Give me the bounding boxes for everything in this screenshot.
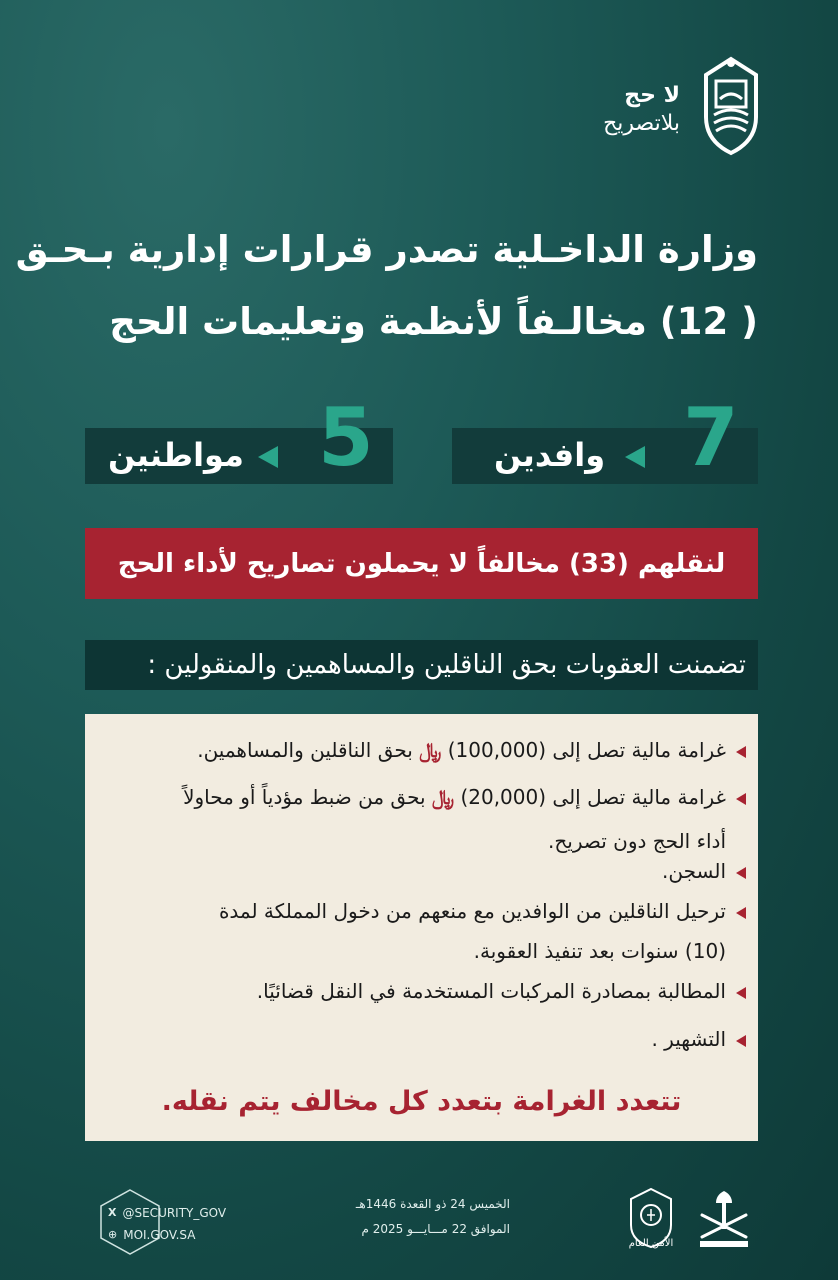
penalty-item-continuation: (10) سنوات بعد تنفيذ العقوبة. xyxy=(473,939,726,963)
campaign-slogan xyxy=(603,82,680,137)
riyal-icon: ﷼ xyxy=(419,738,442,762)
penalties-panel xyxy=(85,714,758,1141)
campaign-line-1: لا حج xyxy=(624,83,680,108)
headline-line-1: وزارة الداخـلية تصدر قرارات إدارية بـحـق xyxy=(15,228,758,271)
x-logo-icon: X xyxy=(108,1205,117,1219)
arrow-left-icon xyxy=(625,446,645,468)
violators-banner xyxy=(85,528,758,599)
saudi-emblem-icon xyxy=(692,1185,756,1251)
stat-expatriates-label: وافدين xyxy=(494,436,606,474)
x-handle[interactable]: X @SECURITY_GOV xyxy=(108,1202,226,1224)
social-handles xyxy=(108,1202,226,1246)
penalty-item: غرامة مالية تصل إلى (20,000) ﷼ بحق من ضبط مؤدياً أو محاولاً أداء الحج دون تصريح. xyxy=(106,778,746,860)
bullet-arrow-icon xyxy=(736,987,746,999)
penalties-heading xyxy=(85,640,758,690)
riyal-icon: ﷼ xyxy=(431,785,455,809)
campaign-line-2: بلاتصريح xyxy=(603,110,680,136)
publish-date xyxy=(330,1192,510,1242)
bullet-arrow-icon xyxy=(736,746,746,758)
public-security-label: الأمن العام xyxy=(628,1238,674,1249)
penalty-item-continuation: أداء الحج دون تصريح. xyxy=(548,829,726,853)
date-gregorian: الموافق 22 مـــايـــو 2025 م xyxy=(361,1222,510,1237)
bullet-arrow-icon xyxy=(736,867,746,879)
globe-icon: ⊕ xyxy=(108,1228,118,1242)
date-hijri: الخميس 24 ذو القعدة 1446هـ xyxy=(355,1197,510,1211)
headline-line-2: ( 12) مخالـفاً لأنظمة وتعليمات الحج xyxy=(109,300,758,343)
penalty-item: المطالبة بمصادرة المركبات المستخدمة في النقل قضائيًا. xyxy=(106,972,746,1010)
website-link[interactable]: ⊕ MOI.GOV.SA xyxy=(108,1224,226,1246)
penalties-heading-text: تضمنت العقوبات بحق الناقلين والمساهمين والمنقولين : xyxy=(147,650,746,680)
stat-citizens-number: 5 xyxy=(318,391,374,484)
violators-banner-text: لنقلهم (33) مخالفاً لا يحملون تصاريح لأداء الحج xyxy=(117,548,726,579)
stat-citizens-label: مواطنين xyxy=(108,436,244,474)
fine-multiplier-note: تتعدد الغرامة بتعدد كل مخالف يتم نقله. xyxy=(161,1086,682,1117)
penalty-item: التشهير . xyxy=(106,1020,746,1058)
hajj-permit-logo-icon xyxy=(700,55,762,157)
penalty-item: غرامة مالية تصل إلى (100,000) ﷼ بحق الناقلين والمساهمين. xyxy=(106,731,746,769)
stat-expatriates-number: 7 xyxy=(683,391,739,484)
bullet-arrow-icon xyxy=(736,907,746,919)
bullet-arrow-icon xyxy=(736,793,746,805)
penalty-item: ترحيل الناقلين من الوافدين مع منعهم من دخول المملكة لمدة (10) سنوات بعد تنفيذ العقوبة. xyxy=(106,892,746,970)
bullet-arrow-icon xyxy=(736,1035,746,1047)
penalty-item: السجن. xyxy=(106,852,746,890)
arrow-left-icon xyxy=(258,446,278,468)
